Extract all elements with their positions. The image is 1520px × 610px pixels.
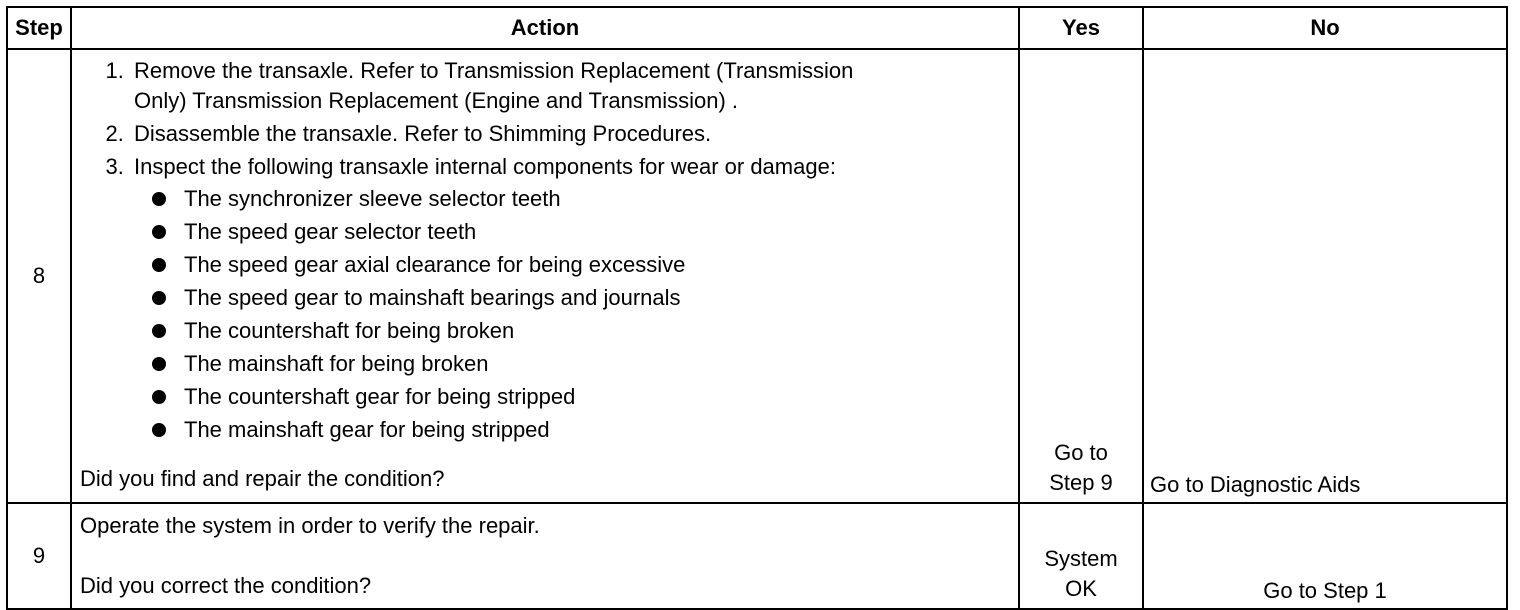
procedure-list (80, 56, 1010, 445)
no-result: Go to Step 1 (1143, 503, 1507, 609)
procedure-step (130, 152, 1010, 445)
bullet-icon (152, 324, 166, 338)
list-item-text: The speed gear selector teeth (184, 219, 477, 244)
list-item (152, 415, 1010, 445)
list-item-text: The speed gear axial clearance for being excessive (184, 252, 686, 277)
question-text: Did you correct the condition? (80, 573, 372, 598)
procedure-step-text: Inspect the following transaxle internal components for wear or damage: (134, 154, 836, 179)
list-item-text: The mainshaft for being broken (184, 351, 489, 376)
list-item (152, 349, 1010, 379)
header-no: No (1143, 7, 1507, 49)
list-item (152, 382, 1010, 412)
yes-result-line1: System (1044, 546, 1118, 571)
procedure-step (130, 56, 1010, 116)
bullet-icon (152, 192, 166, 206)
question-text: Did you find and repair the condition? (80, 466, 445, 491)
yes-result-line1: Go to (1054, 440, 1108, 465)
action-cell (71, 503, 1019, 609)
diagnostic-table (6, 6, 1508, 610)
header-yes: Yes (1019, 7, 1143, 49)
table-row (7, 503, 1507, 609)
bullet-icon (152, 225, 166, 239)
list-item (152, 250, 1010, 280)
action-text: Operate the system in order to verify the repair. (80, 513, 540, 538)
bullet-icon (152, 291, 166, 305)
yes-result (1019, 503, 1143, 609)
yes-result (1019, 49, 1143, 503)
header-step: Step (7, 7, 71, 49)
bullet-icon (152, 258, 166, 272)
bullet-icon (152, 423, 166, 437)
list-item (152, 184, 1010, 214)
procedure-step-text-cont: Only) Transmission Replacement (Engine and Transmission) . (134, 88, 739, 113)
list-item (152, 316, 1010, 346)
step-number: 8 (7, 49, 71, 503)
list-item (152, 283, 1010, 313)
bullet-icon (152, 390, 166, 404)
list-item-text: The speed gear to mainshaft bearings and journals (184, 285, 681, 310)
procedure-step (130, 119, 1010, 149)
header-action: Action (71, 7, 1019, 49)
yes-result-line2: Step 9 (1049, 470, 1113, 495)
list-item-text: The synchronizer sleeve selector teeth (184, 186, 561, 211)
action-cell (71, 49, 1019, 503)
inspection-list (134, 184, 1010, 445)
list-item (152, 217, 1010, 247)
no-result: Go to Diagnostic Aids (1143, 49, 1507, 503)
list-item-text: The mainshaft gear for being stripped (184, 417, 550, 442)
list-item-text: The countershaft for being broken (184, 318, 515, 343)
bullet-icon (152, 357, 166, 371)
table-row (7, 49, 1507, 503)
list-item-text: The countershaft gear for being stripped (184, 384, 576, 409)
procedure-step-text: 1. Remove the transaxle. Refer to Transmission Replacement (Transmission (134, 58, 854, 83)
yes-result-line2: OK (1065, 576, 1097, 601)
procedure-step-text: Disassemble the transaxle. Refer to Shimming Procedures. (134, 121, 712, 146)
step-number: 9 (7, 503, 71, 609)
header-row (7, 7, 1507, 49)
